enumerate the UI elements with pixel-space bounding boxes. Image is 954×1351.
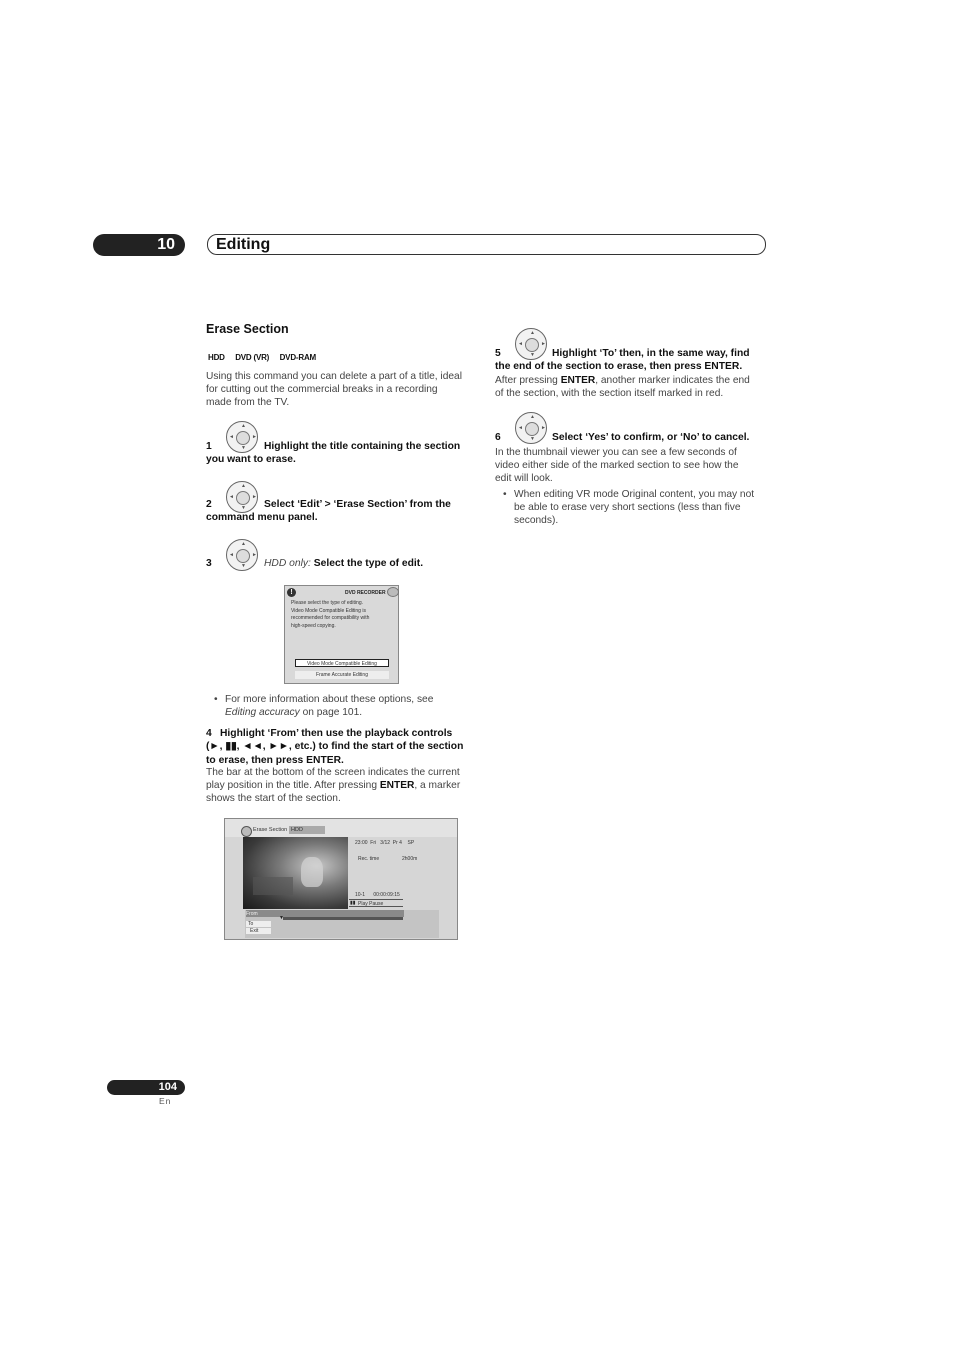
- step-4-body: [206, 766, 486, 805]
- chapter-title: Editing: [207, 234, 766, 255]
- body-text: After pressing: [495, 375, 561, 386]
- from-button[interactable]: From: [246, 911, 258, 917]
- step-6-body: [495, 446, 775, 485]
- body-line: of the section, with the section itself marked in red.: [495, 388, 724, 399]
- body-line: The bar at the bottom of the screen indicates the current: [206, 767, 460, 778]
- intro-line: for cutting out the commercial breaks in a recording: [206, 384, 438, 395]
- dialog-message: [291, 600, 396, 630]
- step-2: [206, 498, 486, 525]
- option-video-mode[interactable]: Video Mode Compatible Editing: [295, 659, 389, 667]
- step-number: 5: [495, 348, 501, 359]
- remote-dial-icon: ▲ ▼ ◄ ►: [515, 412, 547, 444]
- alert-icon: !: [287, 588, 296, 597]
- position-marker-icon: ▼: [279, 915, 284, 921]
- tag-hdd: HDD: [208, 353, 225, 362]
- intro-paragraph: [206, 370, 486, 409]
- erase-section-screen: [224, 818, 458, 940]
- step-text: Highlight ‘To’ then, in the same way, find: [552, 348, 750, 359]
- body-line: In the thumbnail viewer you can see a few seconds of: [495, 447, 737, 458]
- step-number: 3: [206, 558, 212, 569]
- step-5: [495, 347, 775, 374]
- step-1: [206, 440, 486, 467]
- step-number: 6: [495, 432, 501, 443]
- intro-line: made from the TV.: [206, 397, 290, 408]
- dialog-line: recommended for compatibility with: [291, 615, 370, 621]
- step-3: [206, 557, 486, 570]
- note-text: on page 101.: [299, 707, 363, 718]
- body-line: edit will look.: [495, 473, 553, 484]
- play-position: 10-1 00:00:09:15: [355, 892, 400, 898]
- dialog-line: Please select the type of editing.: [291, 600, 363, 606]
- note-bullet: • When editing VR mode Original content, you may not be able to erase very short sections (less than five seconds).: [503, 488, 773, 527]
- body-bold: ENTER: [379, 780, 415, 791]
- step-number: 2: [206, 499, 212, 510]
- language-code: En: [159, 1096, 172, 1106]
- screen-title: Erase Section: [253, 827, 288, 833]
- rec-time-label: Rec. time: [358, 856, 380, 862]
- progress-track: [283, 917, 403, 920]
- dialog-line: high-speed copying.: [291, 622, 336, 629]
- note-bullet: • For more information about these options, see Editing accuracy on page 101.: [214, 694, 434, 718]
- video-thumbnail: [243, 837, 348, 909]
- note-link-text: Editing accuracy: [225, 707, 300, 718]
- body-text: , another marker indicates the end: [595, 375, 750, 386]
- dialog-line: Video Mode Compatible Editing is: [291, 607, 366, 614]
- step-text: to erase, then press ENTER.: [206, 754, 344, 766]
- exit-button[interactable]: Exit: [246, 928, 271, 934]
- step-text: (►, ▮▮, ◄◄, ►►, etc.) to find the start of the section: [206, 741, 464, 753]
- disc-icon: [241, 826, 252, 837]
- step-number: 1: [206, 441, 212, 452]
- step-5-body: [495, 374, 775, 400]
- step-text: you want to erase.: [206, 454, 296, 466]
- remote-dial-icon: ▲ ▼ ◄ ►: [226, 421, 258, 453]
- pause-icon: ▮▮: [350, 900, 356, 906]
- step-text: Select ‘Yes’ to confirm, or ‘No’ to cancel.: [552, 432, 750, 443]
- tag-dvd-ram: DVD-RAM: [279, 353, 316, 362]
- step-italic: HDD only:: [264, 558, 311, 569]
- section-title: Erase Section: [206, 322, 289, 336]
- note-text: For more information about these options, see: [225, 694, 434, 705]
- edit-type-dialog: [284, 585, 399, 684]
- step-text: the end of the section to erase, then press ENTER.: [495, 361, 743, 373]
- body-text: , a marker: [414, 780, 461, 791]
- dialog-title: DVD RECORDER: [345, 590, 386, 596]
- note-line: be able to erase very short sections (less than five: [514, 502, 741, 513]
- body-line: video either side of the marked section to see how the: [495, 460, 739, 471]
- step-text: Select the type of edit.: [313, 558, 424, 569]
- body-bold: ENTER: [560, 375, 596, 386]
- recording-info: 23:00 Fri 3/12 Pr 4 SP: [355, 840, 415, 846]
- disc-icon: [387, 587, 399, 597]
- play-status-label: Play Pause: [358, 901, 384, 907]
- rec-time-value: 2h00m: [402, 856, 418, 862]
- remote-dial-icon: ▲ ▼ ◄ ►: [226, 539, 258, 571]
- option-frame-accurate[interactable]: Frame Accurate Editing: [295, 671, 389, 679]
- note-line: seconds).: [514, 515, 559, 526]
- step-text: command menu panel.: [206, 512, 318, 524]
- page-number: 104: [107, 1080, 185, 1095]
- step-6: [495, 431, 775, 444]
- play-status: [349, 899, 403, 907]
- chapter-number-badge: 10: [93, 234, 185, 256]
- step-text: Highlight the title containing the section: [264, 441, 461, 452]
- tag-dvd-vr: DVD (VR): [235, 353, 270, 362]
- step-text: Highlight ‘From’ then use the playback controls: [220, 728, 453, 739]
- remote-dial-icon: ▲ ▼ ◄ ►: [226, 481, 258, 513]
- remote-dial-icon: ▲ ▼ ◄ ►: [515, 328, 547, 360]
- body-text: play position in the title. After pressing: [206, 780, 380, 791]
- note-line: When editing VR mode Original content, you may not: [514, 489, 755, 500]
- timeline-bar: [246, 910, 404, 917]
- format-tags: [208, 347, 322, 365]
- to-button[interactable]: To: [246, 921, 271, 927]
- step-text: Select ‘Edit’ > ‘Erase Section’ from the: [264, 499, 451, 510]
- source-badge: HDD: [289, 826, 325, 834]
- step-4: [206, 727, 486, 767]
- intro-line: Using this command you can delete a part of a title, ideal: [206, 371, 462, 382]
- body-line: shows the start of the section.: [206, 793, 341, 804]
- step-number: 4: [206, 728, 212, 739]
